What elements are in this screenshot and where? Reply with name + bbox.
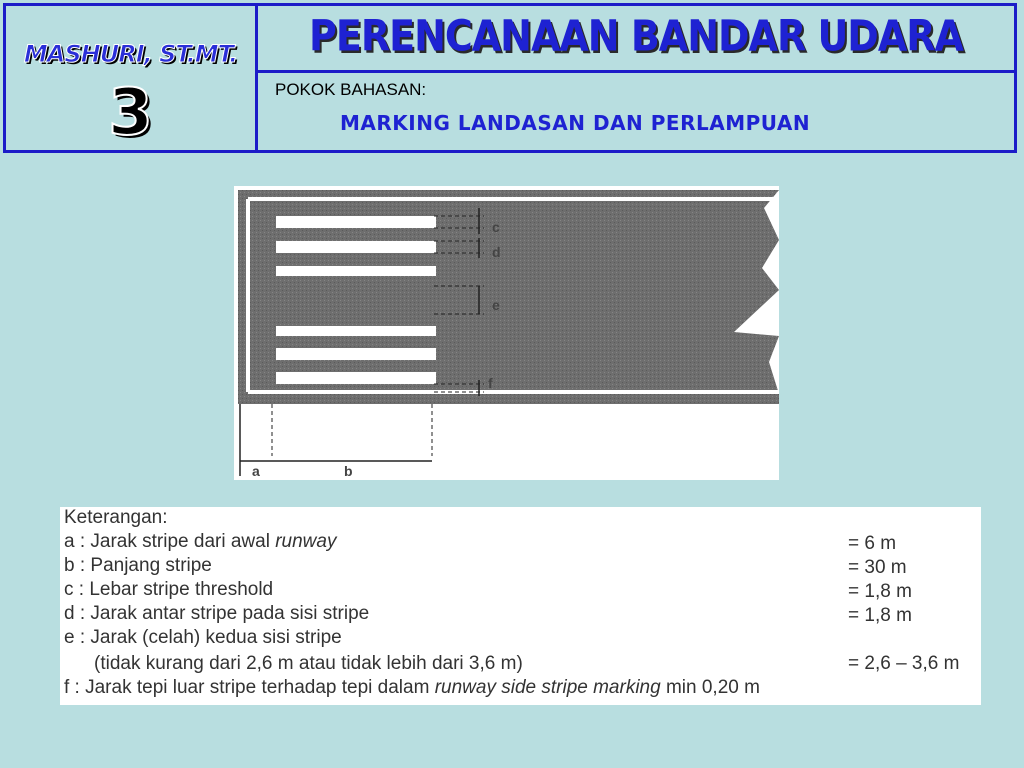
legend-item-f (64, 677, 760, 699)
subject-title: MARKING LANDASAN DAN PERLAMPUAN (340, 111, 811, 135)
threshold-stripes-upper (276, 216, 436, 276)
legend-item-a-italic: runway (275, 531, 337, 552)
title-row (258, 6, 1014, 73)
legend-item-d: d : Jarak antar stripe pada sisi stripe (64, 603, 370, 624)
legend-item-a (64, 531, 336, 553)
author-name: MASHURI, ST.MT. (23, 40, 238, 68)
label-b: b (344, 463, 353, 479)
legend-item-f-italic: runway side stripe marking (434, 677, 661, 698)
label-a: a (252, 463, 260, 479)
slide-number: 3 (108, 76, 153, 150)
legend-item-f-prefix: f : Jarak tepi luar stripe terhadap tepi dalam (64, 677, 435, 698)
legend-value-e: = 2,6 – 3,6 m (848, 653, 960, 674)
legend-value-d: = 1,8 m (848, 605, 912, 626)
legend-value-a: = 6 m (848, 533, 897, 554)
threshold-stripes-lower (276, 326, 436, 384)
legend-item-c: c : Lebar stripe threshold (64, 579, 274, 600)
page-title: PERENCANAAN BANDAR UDARA (309, 11, 963, 61)
legend-item-f-suffix: min 0,20 m (660, 677, 760, 698)
subject-label: POKOK BAHASAN: (275, 80, 427, 99)
legend-value-b: = 30 m (848, 557, 907, 578)
legend-panel (60, 507, 981, 705)
legend-value-c: = 1,8 m (848, 581, 912, 602)
label-c: c (492, 219, 500, 235)
label-e: e (492, 297, 500, 313)
legend-item-e-range: (tidak kurang dari 2,6 m atau tidak lebih dari 3,6 m) (94, 653, 523, 674)
legend-item-a-text: a : Jarak stripe dari awal (64, 531, 276, 552)
legend-heading: Keterangan: (64, 507, 168, 528)
legend-item-e: e : Jarak (celah) kedua sisi stripe (64, 627, 342, 648)
runway-marking-diagram (234, 186, 779, 480)
author-cell (6, 6, 258, 150)
label-d: d (492, 244, 501, 260)
runway-diagram-svg (234, 186, 779, 480)
label-f: f (488, 375, 493, 391)
legend-item-b: b : Panjang stripe (64, 555, 212, 576)
